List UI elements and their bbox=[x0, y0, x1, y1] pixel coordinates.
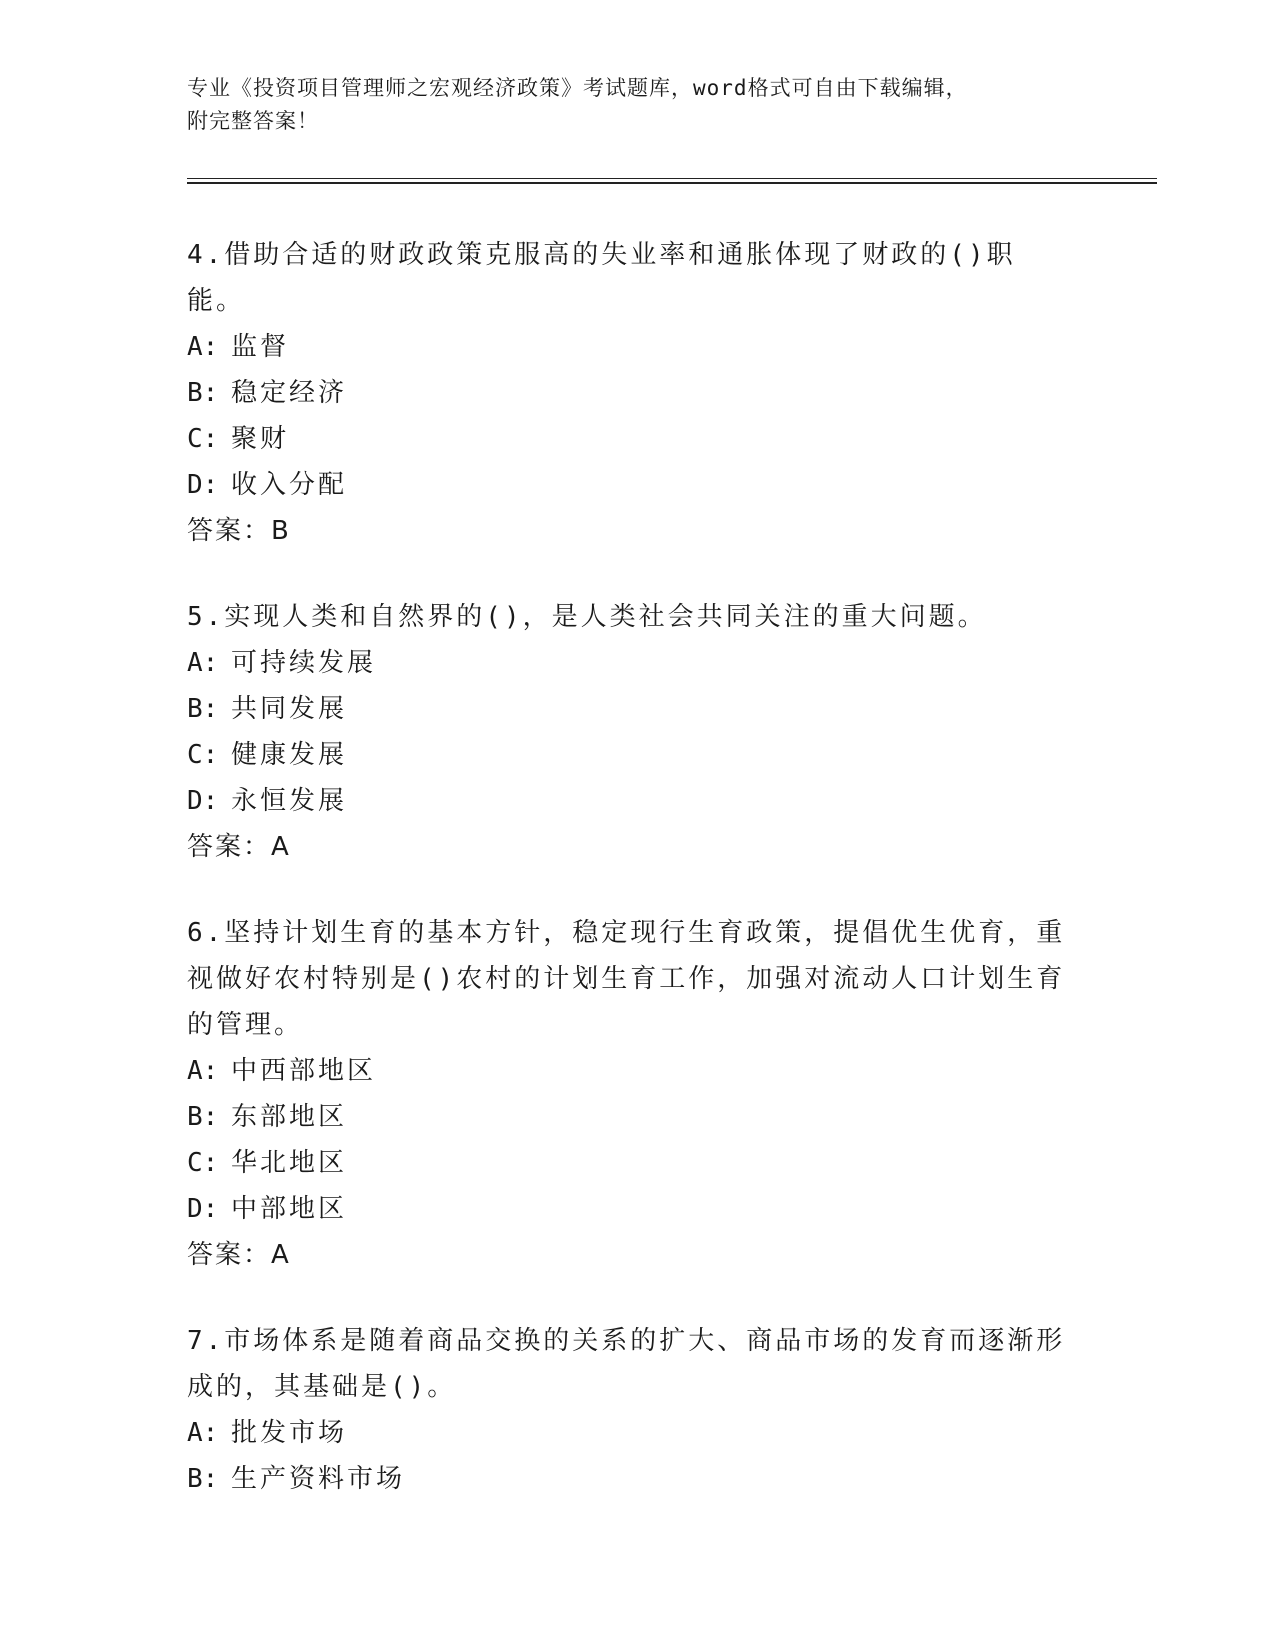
answer-line: 答案：A bbox=[187, 1240, 291, 1270]
option-letter: A: bbox=[187, 1418, 219, 1448]
option-letter: A: bbox=[187, 1056, 219, 1086]
option-text: 中部地区 bbox=[231, 1194, 348, 1224]
option-c bbox=[187, 732, 1067, 778]
option-a bbox=[187, 1410, 1067, 1456]
header-line-1: 专业《投资项目管理师之宏观经济政策》考试题库，word格式可自由下载编辑， bbox=[187, 76, 968, 100]
option-letter: D: bbox=[187, 470, 219, 500]
header-divider-thick bbox=[187, 182, 1157, 184]
option-letter: A: bbox=[187, 332, 219, 362]
option-b bbox=[187, 686, 1067, 732]
question-stem: 7.市场体系是随着商品交换的关系的扩大、商品市场的发育而逐渐形成的，其基础是()。 bbox=[187, 1326, 1066, 1402]
question-5 bbox=[187, 594, 1067, 870]
option-text: 东部地区 bbox=[231, 1102, 348, 1132]
option-text: 收入分配 bbox=[231, 470, 348, 500]
option-letter: A: bbox=[187, 648, 219, 678]
option-a bbox=[187, 324, 1067, 370]
option-text: 可持续发展 bbox=[231, 648, 377, 678]
question-stem: 6.坚持计划生育的基本方针，稳定现行生育政策，提倡优生优育，重视做好农村特别是()农村的计划生育工作，加强对流动人口计划生育的管理。 bbox=[187, 918, 1066, 1040]
option-letter: C: bbox=[187, 740, 219, 770]
option-text: 健康发展 bbox=[231, 740, 348, 770]
option-c bbox=[187, 1140, 1067, 1186]
option-letter: D: bbox=[187, 1194, 219, 1224]
option-text: 稳定经济 bbox=[231, 378, 348, 408]
option-b bbox=[187, 370, 1067, 416]
option-text: 监督 bbox=[231, 332, 290, 362]
question-6 bbox=[187, 910, 1067, 1278]
answer-line: 答案：B bbox=[187, 516, 291, 546]
header-divider-thin bbox=[187, 178, 1157, 179]
option-d bbox=[187, 462, 1067, 508]
option-letter: C: bbox=[187, 1148, 219, 1178]
option-c bbox=[187, 416, 1067, 462]
option-a bbox=[187, 640, 1067, 686]
option-letter: B: bbox=[187, 694, 219, 724]
option-letter: B: bbox=[187, 378, 219, 408]
option-text: 共同发展 bbox=[231, 694, 348, 724]
option-letter: B: bbox=[187, 1102, 219, 1132]
option-b bbox=[187, 1456, 1067, 1502]
question-7 bbox=[187, 1318, 1067, 1502]
question-stem: 5.实现人类和自然界的()，是人类社会共同关注的重大问题。 bbox=[187, 602, 987, 632]
header-line-2: 附完整答案！ bbox=[187, 109, 319, 133]
question-stem: 4.借助合适的财政政策克服高的失业率和通胀体现了财政的()职能。 bbox=[187, 240, 1016, 316]
option-b bbox=[187, 1094, 1067, 1140]
option-text: 永恒发展 bbox=[231, 786, 348, 816]
option-d bbox=[187, 778, 1067, 824]
question-4 bbox=[187, 232, 1067, 554]
option-text: 批发市场 bbox=[231, 1418, 348, 1448]
option-text: 华北地区 bbox=[231, 1148, 348, 1178]
question-list bbox=[187, 232, 1067, 1542]
option-letter: C: bbox=[187, 424, 219, 454]
answer-line: 答案：A bbox=[187, 832, 291, 862]
document-header bbox=[187, 72, 1107, 138]
option-text: 中西部地区 bbox=[231, 1056, 377, 1086]
option-letter: B: bbox=[187, 1464, 219, 1494]
option-text: 生产资料市场 bbox=[231, 1464, 406, 1494]
option-a bbox=[187, 1048, 1067, 1094]
option-letter: D: bbox=[187, 786, 219, 816]
option-d bbox=[187, 1186, 1067, 1232]
option-text: 聚财 bbox=[231, 424, 290, 454]
